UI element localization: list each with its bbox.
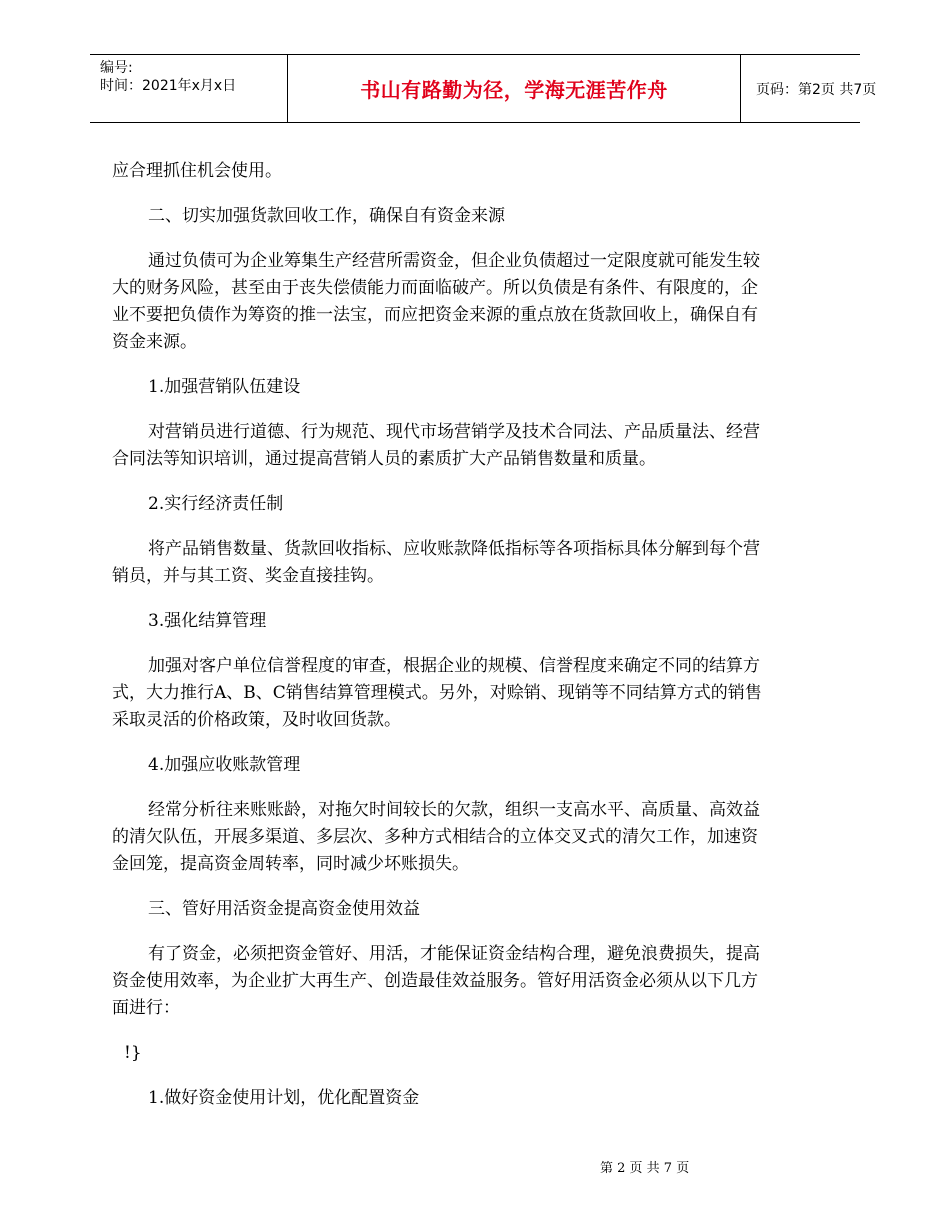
subheading-2: 2.实行经济责任制 (148, 494, 284, 514)
subheading-1: 1.加强营销队伍建设 (148, 377, 301, 397)
paragraph-1: 对营销员进行道德、行为规范、现代市场营销学及技术合同法、产品质量法、经营合同法等知识培训，通过提高营销人员的素质扩大产品销售数量和质量。 (112, 422, 760, 469)
section-heading-2: 二、切实加强货款回收工作，确保自有资金来源 (148, 206, 505, 226)
paragraph-4: 经常分析往来账账龄，对拖欠时间较长的欠款，组织一支高水平、高质量、高效益的清欠队伍，开展多渠道、多层次、多种方式相结合的立体交叉式的清欠工作，加速资金回笼，提高资金周转率，同时减少坏账损失。 (112, 800, 760, 874)
subheading-5: 1.做好资金使用计划，优化配置资金 (148, 1088, 420, 1108)
paragraph-2: 将产品销售数量、货款回收指标、应收账款降低指标等各项指标具体分解到每个营销员，并与其工资、奖金直接挂钩。 (112, 539, 760, 586)
document-body (112, 158, 772, 1112)
paragraph-3: 加强对客户单位信誉程度的审查，根据企业的规模、信誉程度来确定不同的结算方式，大力推行A、B、C销售结算管理模式。另外，对赊销、现销等不同结算方式的销售采取灵活的价格政策，及时收回货款。 (112, 656, 762, 730)
page-header (90, 54, 877, 123)
header-number-label: 编号: (100, 60, 133, 76)
paragraph-continuation: 应合理抓住机会使用。 (112, 161, 282, 181)
paragraph-section-3: 有了资金，必须把资金管好、用活，才能保证资金结构合理，避免浪费损失，提高资金使用效率，为企业扩大再生产、创造最佳效益服务。管好用活资金必须从以下几方面进行： (112, 944, 760, 1018)
subheading-3: 3.强化结算管理 (148, 611, 267, 631)
header-meta (100, 59, 285, 95)
header-time-label: 时间：2021年x月x日 (100, 78, 237, 94)
page-footer: 第 2 页 共 7 页 (600, 1161, 690, 1176)
stray-symbols: !} (124, 1043, 142, 1063)
header-motto: 书山有路勤为径，学海无涯苦作舟 (287, 55, 741, 122)
header-page-label: 页码：第2页 共7页 (756, 81, 877, 98)
paragraph-section-2: 通过负债可为企业筹集生产经营所需资金，但企业负债超过一定限度就可能发生较大的财务风险，甚至由于丧失偿债能力而面临破产。所以负债是有条件、有限度的，企业不要把负债作为筹资的推一法宝，而应把资金来源的重点放在货款回收上，确保自有资金来源。 (112, 251, 760, 352)
subheading-4: 4.加强应收账款管理 (148, 755, 301, 775)
section-heading-3: 三、管好用活资金提高资金使用效益 (148, 899, 420, 919)
